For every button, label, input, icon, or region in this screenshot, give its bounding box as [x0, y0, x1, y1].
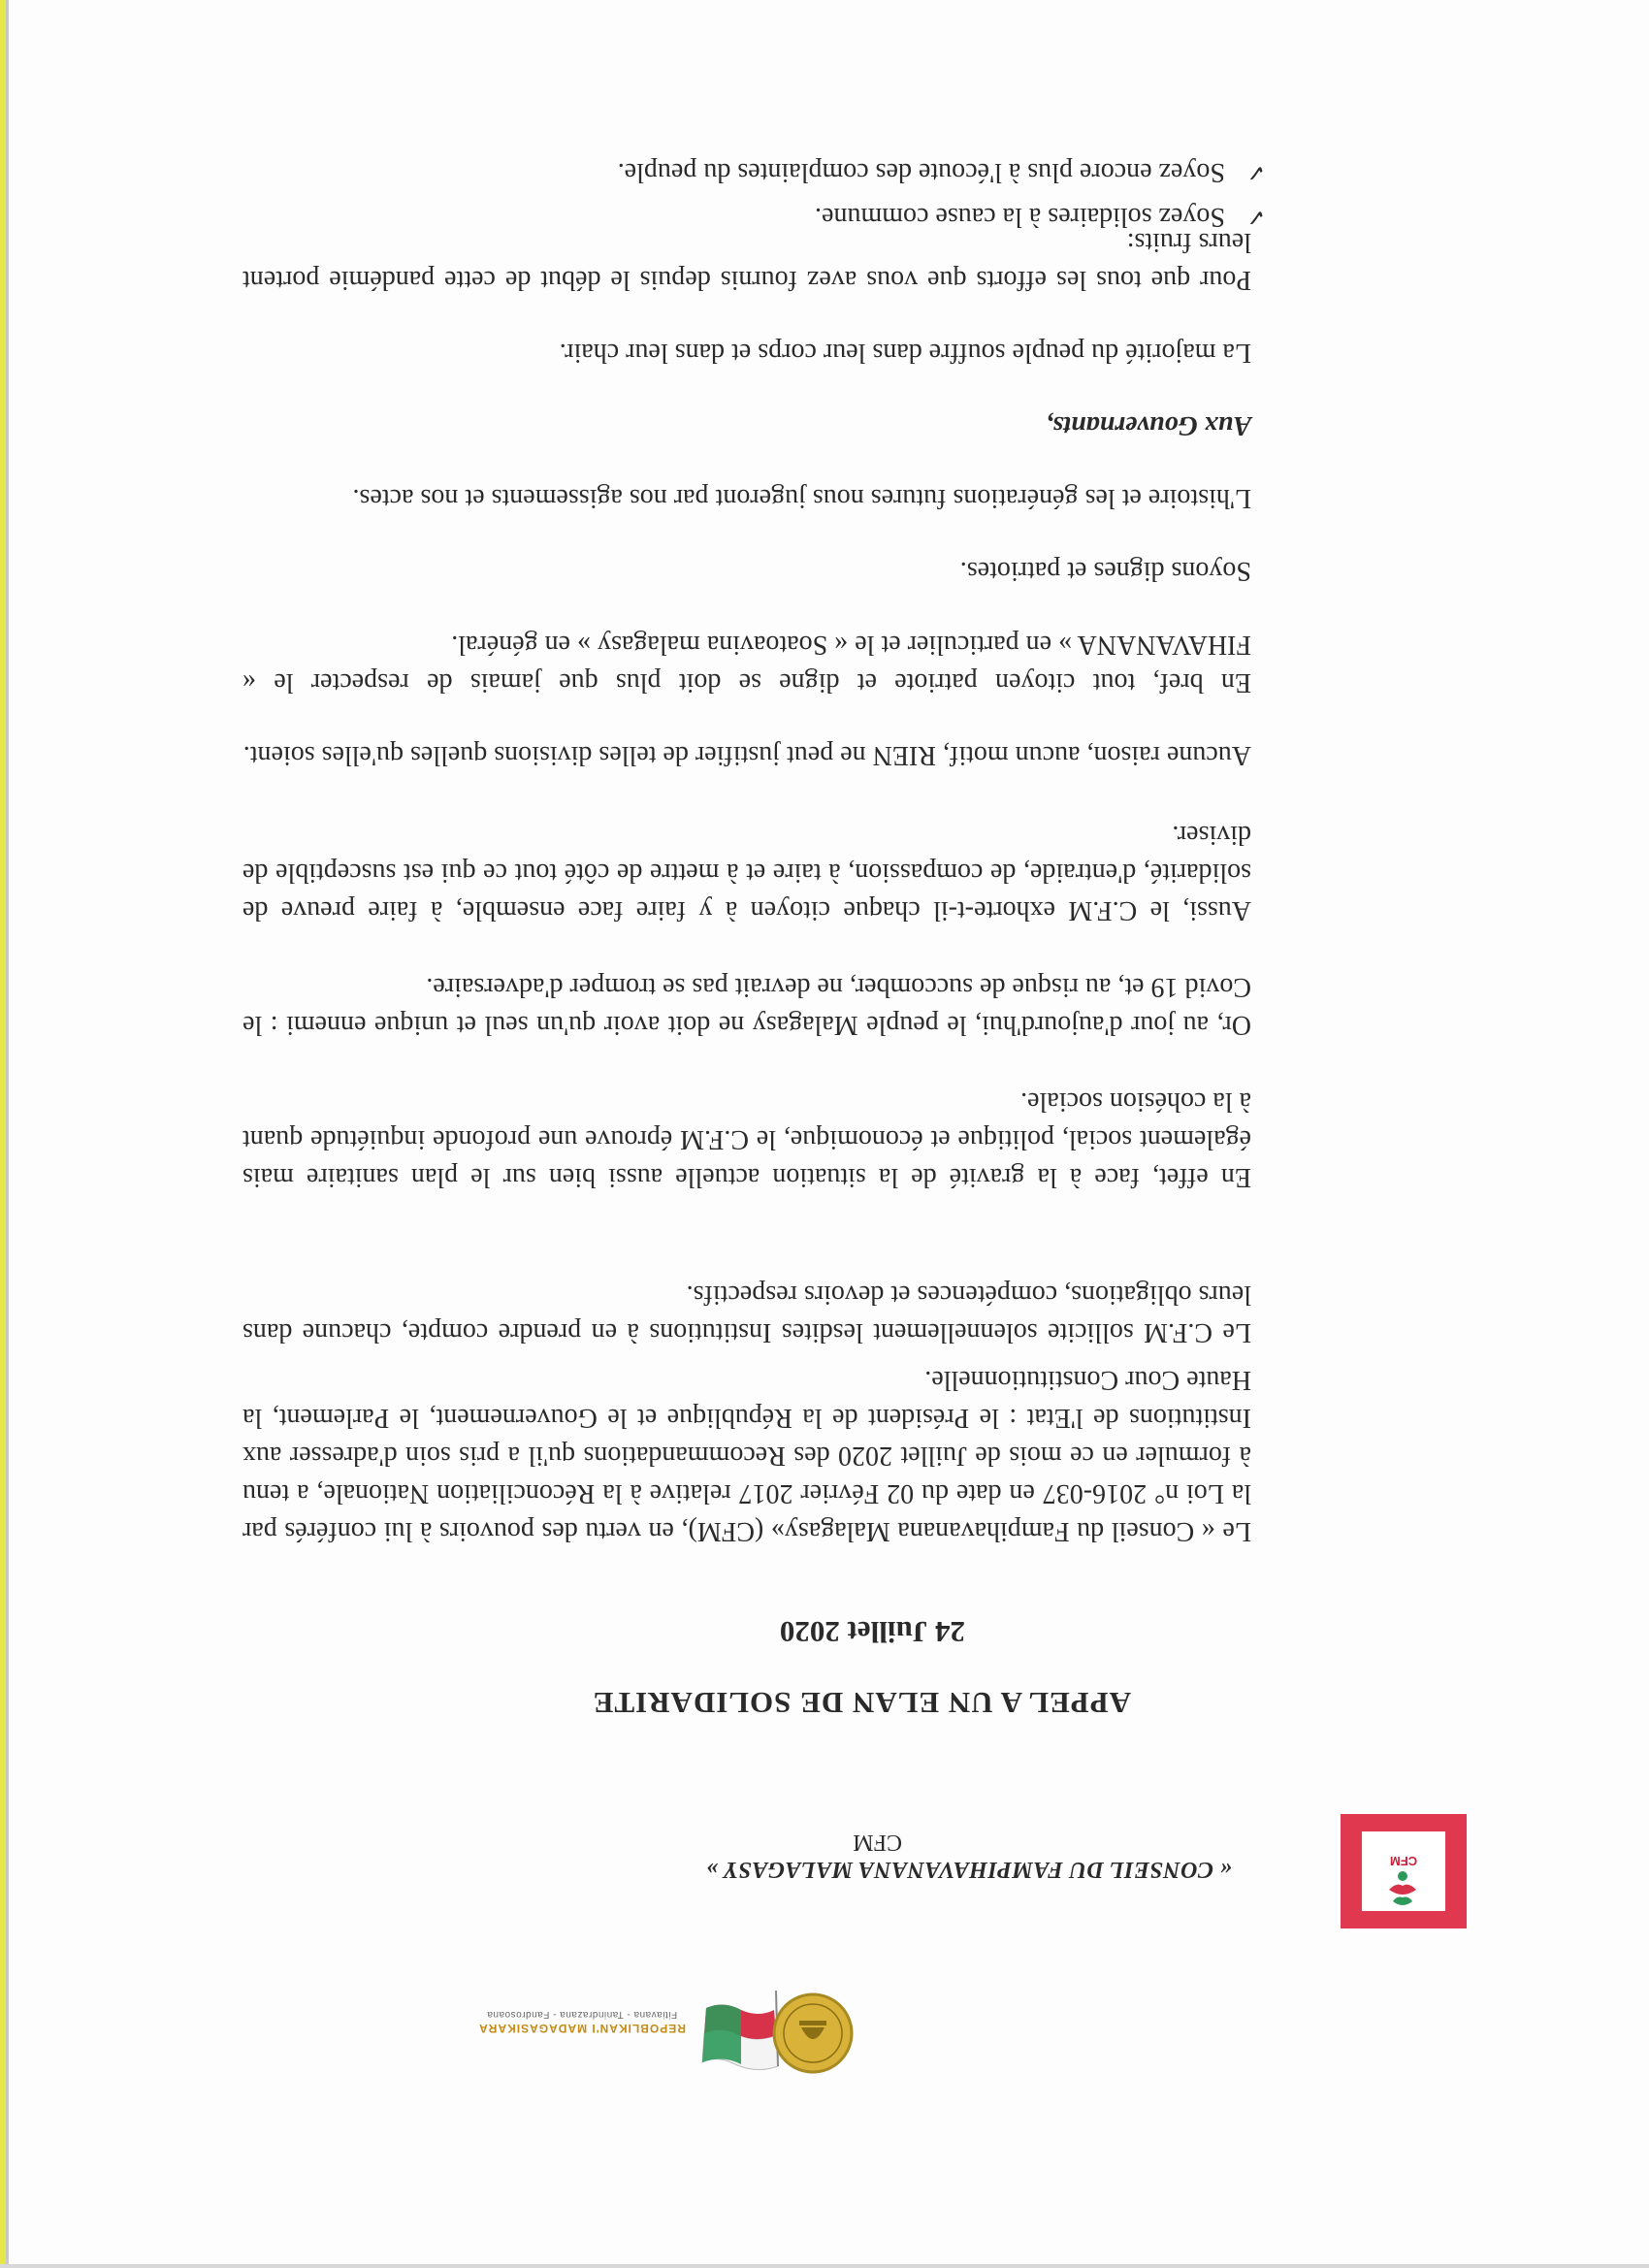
- list-item: [247, 146, 1266, 191]
- paragraph-suffering: La majorité du peuple souffre dans leur corps et dans leur chair.: [559, 338, 1251, 368]
- paragraph-mandate: Le « Conseil du Fampihavanana Malagasy» (CFM), en vertu des pouvoirs à lui conférés par la Loi n° 2016-037 en date du 02 Février 2017 relative à la Réconciliation Nationale, a tenu à formuler en ce mois de Juillet 2020 des Recommandations qu'il a pris soin d'adresser aux Institutions de l'Etat : le Président de la République et le Gouvernement, le Parlement, la Haute Cour Constitutionnelle.: [242, 1365, 1251, 1546]
- document-date: 24 Juillet 2020: [779, 1615, 965, 1649]
- paragraph-request: Le C.F.M sollicite solennellement lesdites Institutions à en prendre compte, chacune dans leurs obligations, compétences et devoirs respectifs.: [242, 1280, 1251, 1347]
- republic-motto: Fitiavana - Tanindrazana - Fandrosoana: [486, 2009, 678, 2020]
- cfm-logo-text: CFM: [1389, 1854, 1418, 1868]
- recommendations-list: [247, 146, 1266, 236]
- paragraph-enemy: Or, au jour d'aujourd'hui, le peuple Malagasy ne doit avoir qu'un seul et unique ennemi : le Covid 19 et, au risque de succomber, ne devrait pas se tromper d'adversaire.: [242, 972, 1251, 1040]
- paragraph-exhortation: Aussi, le C.F.M exhorte-t-il chaque citoyen à y faire face ensemble, à faire preuve de solidarité, d'entraide, de compassion, à taire et à mettre de côté tout ce qui est susceptible de diviser.: [242, 820, 1251, 925]
- list-item-text: Soyez encore plus à l'écoute des complaintes du peuple.: [617, 157, 1225, 187]
- paragraph-efforts: Pour que tous les efforts que vous avez fournis depuis le début de cette pandémie portent leurs fruits:: [242, 227, 1251, 295]
- paragraph-concern: En effet, face à la gravité de la situation actuelle aussi bien sur le plan sanitaire mais également social, politique et économique, le C.F.M éprouve une profonde inquiétude quant à la cohésion sociale.: [242, 1086, 1251, 1192]
- list-item: [247, 191, 1266, 236]
- council-name: « CONSEIL DU FAMPIHAVANANA MALAGASY »: [705, 1857, 1232, 1882]
- checkmark-icon: ✓: [1245, 159, 1266, 186]
- paragraph-dignity: Soyons dignes et patriotes.: [959, 556, 1251, 586]
- council-abbreviation: CFM: [853, 1830, 902, 1855]
- cfm-logo-inner: [1362, 1831, 1445, 1911]
- paragraph-history: L'histoire et les générations futures nous jugeront par nos agissements et nos actes.: [352, 483, 1251, 513]
- republic-emblem: [698, 1987, 922, 2084]
- section-heading-governors: Aux Gouvernants,: [1046, 410, 1251, 440]
- cfm-logo: [1341, 1814, 1467, 1928]
- cfm-emblem-icon: [1362, 1866, 1445, 1911]
- list-item-text: Soyez solidaires à la cause commune.: [815, 202, 1225, 232]
- document-title: APPEL A UN ELAN DE SOLIDARITE: [592, 1686, 1131, 1720]
- paragraph-fihavanana: En bref, tout citoyen patriote et digne se doit plus que jamais de respecter le « FIHAVANANA » en particulier et le « Soatoavina malagasy » en général.: [242, 630, 1251, 697]
- republic-seal-icon: [774, 1994, 852, 2072]
- republic-name: REPOBLIKAN'I MADAGASIKARA: [478, 2022, 686, 2035]
- paragraph-no-division: Aucune raison, aucun motif, RIEN ne peut justifier de telles divisions quelles qu'elles soient.: [242, 740, 1251, 770]
- checkmark-icon: ✓: [1245, 204, 1266, 231]
